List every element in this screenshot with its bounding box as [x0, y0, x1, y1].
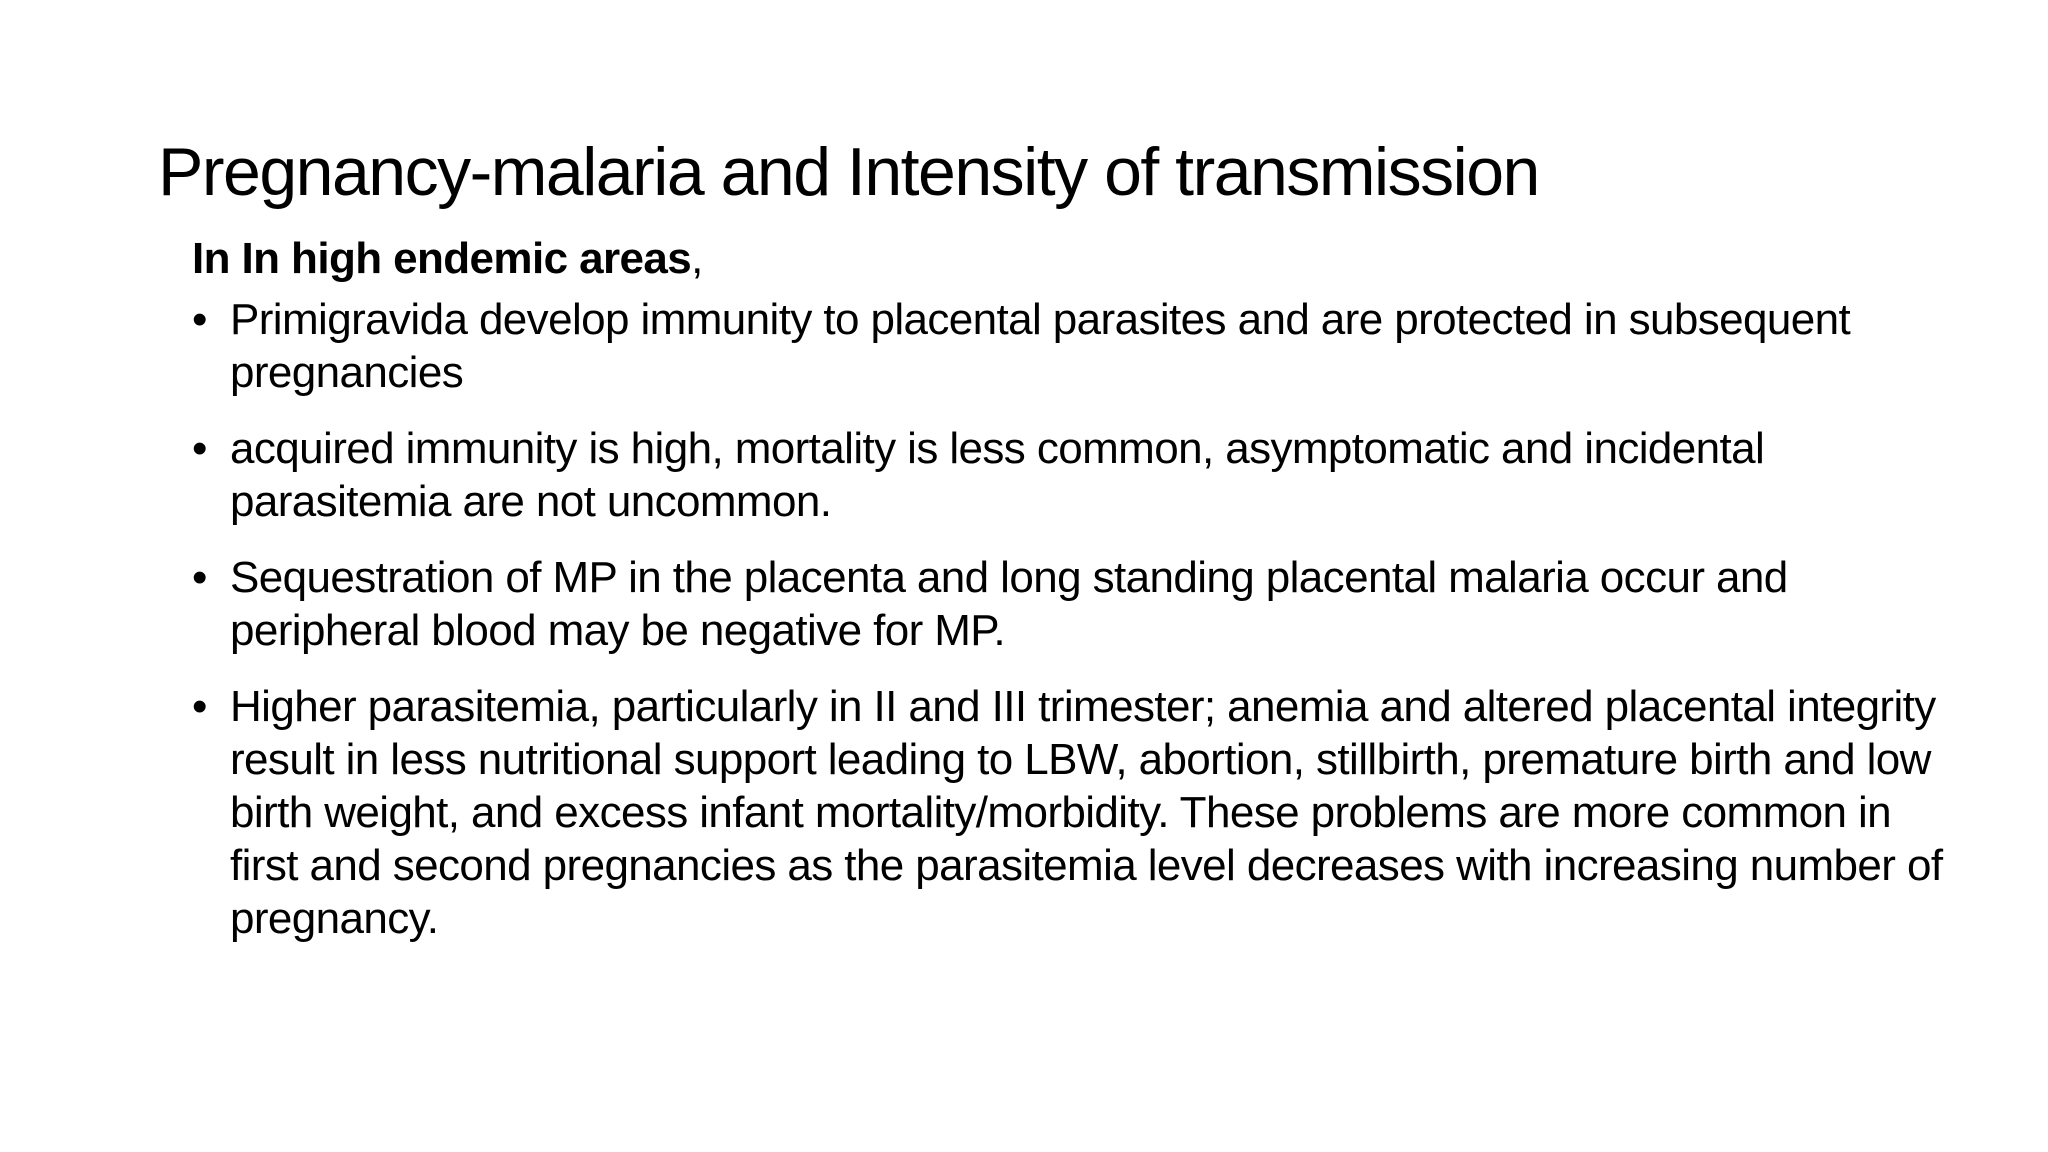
bullet-text: Sequestration of MP in the placenta and long standing placental malaria occur and peripheral blood may be negative for MP. — [230, 553, 1788, 655]
bullet-text: acquired immunity is high, mortality is less common, asymptomatic and incidental parasitemia are not uncommon. — [230, 424, 1765, 526]
bullet-text: Primigravida develop immunity to placental parasites and are protected in subsequent pregnancies — [230, 295, 1851, 397]
bullet-list — [192, 293, 1952, 945]
bullet-icon: • — [192, 424, 207, 473]
bullet-icon: • — [192, 295, 207, 344]
bullet-icon: • — [192, 553, 207, 602]
intro-line — [192, 232, 1952, 285]
intro-suffix: , — [691, 234, 703, 283]
list-item — [192, 551, 1952, 657]
slide-content — [192, 232, 1952, 968]
list-item — [192, 422, 1952, 528]
bullet-text: Higher parasitemia, particularly in II and III trimester; anemia and altered placental integrity result in less nutritional support leading to LBW, abortion, stillbirth, premature birth and low birth weight, and excess infant mortality/morbidity. These problems are more common in first and second pregnancies as the parasitemia level decreases with increasing number of pregnancy. — [230, 682, 1943, 943]
intro-heading: In In high endemic areas — [192, 234, 692, 283]
list-item — [192, 680, 1952, 945]
bullet-icon: • — [192, 682, 207, 731]
slide-title: Pregnancy-malaria and Intensity of transmission — [158, 134, 1539, 210]
list-item — [192, 293, 1952, 399]
